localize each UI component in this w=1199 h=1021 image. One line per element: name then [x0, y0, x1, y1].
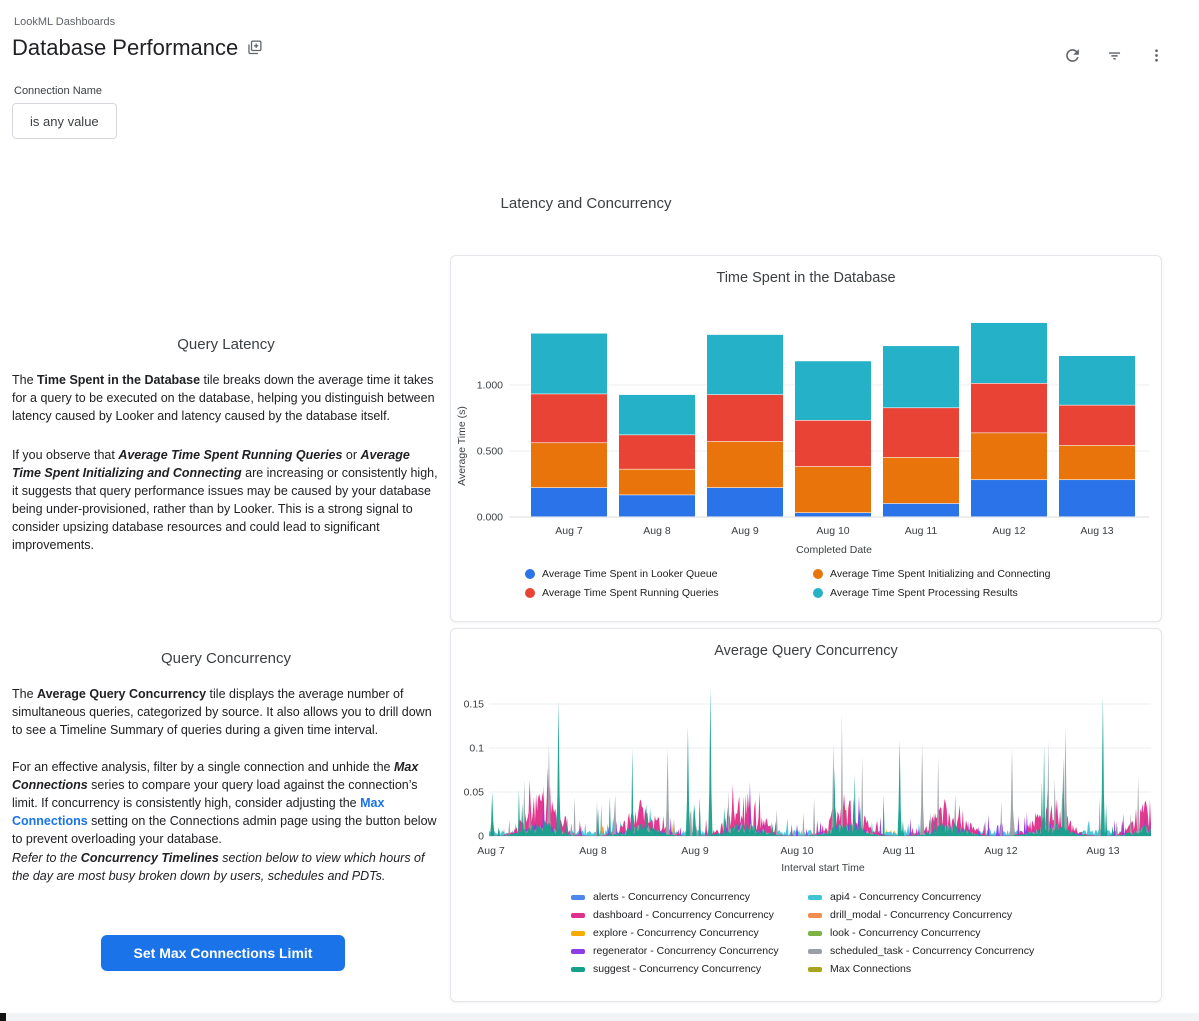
bar-segment	[531, 394, 607, 442]
legend-label: Average Time Spent Processing Results	[830, 587, 1018, 599]
svg-text:Aug 7: Aug 7	[477, 845, 505, 857]
bar-segment	[795, 361, 871, 420]
more-menu-icon[interactable]	[1143, 42, 1169, 68]
legend-swatch	[571, 931, 585, 936]
query-latency-paragraph-2: If you observe that Average Time Spent Running Queries or Average Time Spent Initializing and Connecting are increasing or consistently high, it suggests that query performance issues may be caused by your database being under-provisioned, rather than by Looker. This is a strong signal to consider upsizing database resources and could lead to significant improvements.	[12, 448, 438, 552]
legend-label: suggest - Concurrency Concurrency	[593, 963, 762, 975]
legend-item[interactable]	[808, 891, 1034, 903]
svg-text:Aug 9: Aug 9	[681, 845, 709, 857]
query-concurrency-paragraph-1: The Average Query Concurrency tile displays the average number of simultaneous queries, categorized by source. It also allows you to drill down to see a Timeline Summary of queries during a given time interval.	[12, 687, 432, 737]
header-actions	[1059, 42, 1169, 68]
legend-item[interactable]	[808, 963, 1034, 975]
bar-segment	[1059, 405, 1135, 445]
legend-swatch	[571, 967, 585, 972]
bar-segment	[971, 433, 1047, 479]
page-title: Database Performance	[12, 35, 239, 60]
scrollbar-thumb[interactable]	[0, 1013, 6, 1021]
refresh-icon[interactable]	[1059, 42, 1085, 68]
svg-text:Aug 12: Aug 12	[984, 845, 1018, 857]
legend-swatch	[808, 931, 822, 936]
bar-segment	[619, 469, 695, 494]
filter-value: is any value	[30, 113, 99, 129]
svg-text:Aug 7: Aug 7	[555, 525, 583, 537]
legend-swatch	[525, 569, 535, 579]
svg-text:Aug 9: Aug 9	[731, 525, 759, 537]
bar-segment	[971, 384, 1047, 433]
legend-label: explore - Concurrency Concurrency	[593, 927, 759, 939]
legend-label: scheduled_task - Concurrency Concurrency	[830, 945, 1035, 957]
set-max-connections-button[interactable]: Set Max Connections Limit	[101, 935, 345, 971]
legend-label: drill_modal - Concurrency Concurrency	[830, 909, 1013, 921]
concurrency-legend	[571, 891, 1034, 975]
legend-item[interactable]	[571, 963, 808, 975]
bar-segment	[619, 435, 695, 469]
bar-segment	[883, 458, 959, 504]
legend-item[interactable]	[813, 587, 1050, 599]
connection-filter[interactable]	[12, 103, 117, 139]
legend-label: regenerator - Concurrency Concurrency	[593, 945, 779, 957]
bar-segment	[619, 495, 695, 516]
bar-segment	[883, 408, 959, 457]
bar-segment	[1059, 446, 1135, 480]
legend-swatch	[571, 895, 585, 900]
legend-item[interactable]	[525, 568, 813, 580]
legend-item[interactable]	[571, 945, 808, 957]
bar-segment	[971, 480, 1047, 516]
time-spent-title: Time Spent in the Database	[716, 270, 896, 286]
legend-swatch	[571, 949, 585, 954]
time-spent-tile[interactable]	[450, 255, 1162, 622]
legend-swatch	[808, 913, 822, 918]
bar-segment	[1059, 356, 1135, 405]
svg-text:0.1: 0.1	[469, 742, 484, 755]
filter-list-icon[interactable]	[1101, 42, 1127, 68]
bar-segment	[795, 467, 871, 513]
bar-segment	[531, 488, 607, 516]
max-connections-link[interactable]: Max Connections	[12, 796, 385, 828]
legend-swatch	[808, 895, 822, 900]
legend-label: dashboard - Concurrency Concurrency	[593, 909, 774, 921]
bar-segment	[707, 488, 783, 516]
legend-label: Average Time Spent Initializing and Connecting	[830, 568, 1051, 580]
svg-text:Aug 10: Aug 10	[780, 845, 814, 857]
legend-swatch	[525, 588, 535, 598]
legend-item[interactable]	[808, 927, 1034, 939]
concurrency-chart[interactable]	[451, 671, 1157, 875]
legend-swatch	[808, 949, 822, 954]
svg-text:Aug 11: Aug 11	[904, 525, 938, 537]
legend-label: look - Concurrency Concurrency	[830, 927, 981, 939]
svg-text:0.05: 0.05	[463, 786, 484, 799]
bar-segment	[531, 443, 607, 487]
legend-swatch	[813, 588, 823, 598]
svg-text:Aug 8: Aug 8	[643, 525, 671, 537]
horizontal-scrollbar[interactable]	[0, 1013, 1199, 1021]
legend-item[interactable]	[571, 927, 808, 939]
svg-text:0.000: 0.000	[476, 511, 503, 524]
concurrency-title: Average Query Concurrency	[714, 643, 898, 659]
legend-swatch	[813, 569, 823, 579]
bar-segment	[883, 346, 959, 407]
legend-label: api4 - Concurrency Concurrency	[830, 891, 982, 903]
bar-segment	[531, 334, 607, 394]
query-latency-paragraph-1: The Time Spent in the Database tile breaks down the average time it takes for a query to be executed on the database, helping you distinguish between latency caused by Looker and latency caused by the database itself.	[12, 373, 435, 423]
legend-swatch	[808, 967, 822, 972]
legend-label: alerts - Concurrency Concurrency	[593, 891, 750, 903]
page-title-row	[12, 34, 263, 62]
legend-item[interactable]	[808, 945, 1034, 957]
time-spent-chart[interactable]	[451, 296, 1157, 558]
query-concurrency-paragraph-3: Refer to the Concurrency Timelines section below to view which hours of the day are most busy broken down by users, schedules and PDTs.	[12, 851, 425, 883]
filter-label: Connection Name	[14, 85, 103, 97]
legend-label: Average Time Spent in Looker Queue	[542, 568, 718, 580]
svg-text:Aug 11: Aug 11	[882, 845, 916, 857]
svg-text:1.000: 1.000	[476, 379, 503, 392]
svg-text:0: 0	[478, 830, 484, 843]
legend-label: Max Connections	[830, 963, 912, 975]
section-title: Latency and Concurrency	[500, 195, 672, 212]
svg-text:Completed Date: Completed Date	[796, 544, 872, 556]
svg-text:Aug 8: Aug 8	[579, 845, 607, 857]
legend-item[interactable]	[571, 909, 808, 921]
time-spent-legend	[525, 568, 1050, 599]
query-concurrency-heading: Query Concurrency	[160, 650, 292, 667]
legend-item[interactable]	[571, 891, 808, 903]
legend-item[interactable]	[808, 909, 1034, 921]
duplicate-dashboard-icon[interactable]	[246, 36, 263, 62]
bar-segment	[619, 395, 695, 435]
bar-segment	[795, 421, 871, 467]
bar-segment	[795, 513, 871, 516]
query-latency-heading: Query Latency	[177, 336, 275, 353]
legend-item[interactable]	[525, 587, 813, 599]
svg-text:Aug 12: Aug 12	[992, 525, 1026, 537]
query-concurrency-paragraph-2: For an effective analysis, filter by a single connection and unhide the Max Connections series to compare your query load against the connection’s limit. If concurrency is consistently high, consider adjusting the Max Connections setting on the Connections admin page using the button below to prevent overloading your database.	[12, 760, 437, 846]
svg-text:Aug 13: Aug 13	[1080, 525, 1114, 537]
bar-segment	[883, 504, 959, 517]
svg-text:0.500: 0.500	[476, 445, 503, 458]
svg-text:Average Time (s): Average Time (s)	[456, 406, 468, 486]
breadcrumb[interactable]: LookML Dashboards	[14, 16, 116, 28]
legend-label: Average Time Spent Running Queries	[542, 587, 719, 599]
bar-segment	[707, 395, 783, 441]
bar-segment	[707, 442, 783, 488]
legend-item[interactable]	[813, 568, 1050, 580]
legend-swatch	[571, 913, 585, 918]
svg-text:0.15: 0.15	[463, 698, 484, 711]
bar-segment	[971, 323, 1047, 383]
svg-text:Interval start Time: Interval start Time	[781, 862, 865, 874]
concurrency-tile[interactable]	[450, 628, 1162, 1002]
bar-segment	[707, 335, 783, 394]
bar-segment	[1059, 480, 1135, 516]
svg-text:Aug 13: Aug 13	[1086, 845, 1120, 857]
svg-text:Aug 10: Aug 10	[816, 525, 850, 537]
